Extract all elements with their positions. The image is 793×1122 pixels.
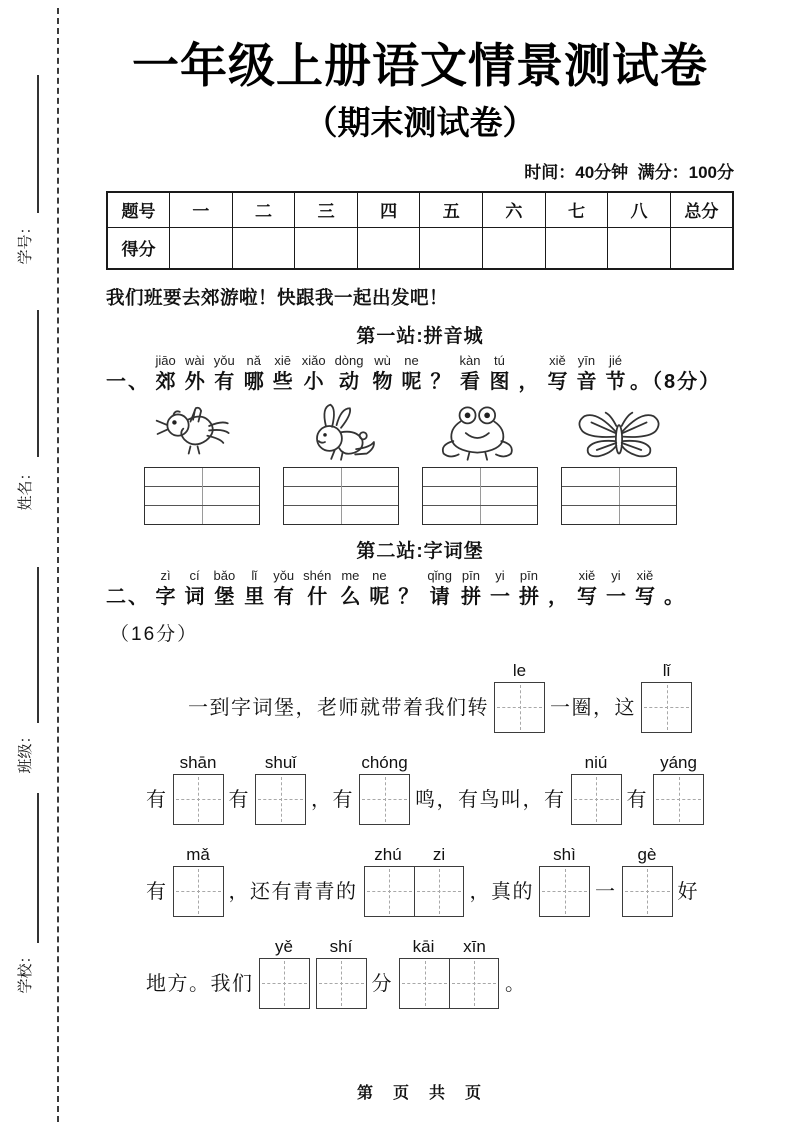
school-blank-line[interactable] <box>37 793 39 943</box>
character-cell[interactable] <box>365 867 414 916</box>
pinyin-hint-row <box>259 936 310 958</box>
hanzi-text: 看 <box>459 371 480 393</box>
ruby-token <box>273 353 293 395</box>
hanzi-text: 写 <box>634 586 655 608</box>
writing-box-group <box>539 844 590 917</box>
ruby-token <box>185 353 205 395</box>
character-cell[interactable] <box>449 959 498 1008</box>
writing-box-group <box>359 752 410 825</box>
pinyin-hint: shí <box>329 936 353 956</box>
score-table-question-col: 一 <box>170 192 233 227</box>
score-table-question-col: 八 <box>608 192 671 227</box>
writing-box-group <box>173 752 224 825</box>
ruby-token <box>519 568 539 610</box>
pinyin-text: kàn <box>459 353 481 368</box>
paragraph-text: 好 <box>677 879 699 903</box>
ruby-token <box>518 353 538 395</box>
paragraph-line <box>144 650 734 742</box>
writing-box-group <box>653 752 704 825</box>
paragraph-text: 有 <box>228 787 250 811</box>
ruby-token <box>635 568 655 610</box>
ruby-token <box>461 568 481 610</box>
pinyin-text: jiāo <box>155 353 176 368</box>
paragraph-text: 有 <box>146 879 168 903</box>
ruby-token <box>576 353 596 395</box>
hanzi-text: 请 <box>429 586 450 608</box>
question2-points: （16分） <box>110 624 199 645</box>
intro-text: 我们班要去郊游啦！快跟我一起出发吧！ <box>106 287 449 308</box>
pinyin-text: jié <box>608 353 622 368</box>
score-entry-cell[interactable] <box>170 227 233 269</box>
ruby-token <box>431 353 451 395</box>
class-blank-line[interactable] <box>37 567 39 723</box>
paragraph-line <box>144 926 734 1018</box>
score-table-question-col: 七 <box>545 192 608 227</box>
pinyin-hint: shì <box>553 844 576 864</box>
pinyin-text <box>407 568 411 584</box>
pinyin-text: dòng <box>334 353 364 368</box>
score-table-header-row <box>107 192 733 227</box>
pinyin-text: yi <box>495 568 505 583</box>
writing-box[interactable] <box>173 866 224 917</box>
hanzi-text: 哪 <box>243 371 264 393</box>
score-table <box>106 191 734 270</box>
ruby-token <box>664 568 684 610</box>
answer-column <box>561 401 677 525</box>
score-table-question-col: 四 <box>357 192 420 227</box>
writing-box[interactable] <box>641 682 692 733</box>
pinyin-hint: yáng <box>660 752 697 772</box>
ruby-token <box>303 568 331 610</box>
hanzi-text: ？ <box>430 371 451 393</box>
main-content <box>106 0 734 1018</box>
ruby-token <box>398 568 418 610</box>
hanzi-text: 什 <box>307 586 328 608</box>
score-row-label-cell: 得分 <box>107 227 170 269</box>
ruby-token <box>427 568 452 610</box>
character-cell[interactable] <box>623 867 672 916</box>
pinyin-text <box>672 568 676 584</box>
character-cell[interactable] <box>414 867 463 916</box>
hanzi-text: 图 <box>489 371 510 393</box>
hanzi-text: 拼 <box>460 586 481 608</box>
writing-box[interactable] <box>255 774 306 825</box>
pinyin-text: ne <box>372 568 387 583</box>
paragraph-text: 一到字词堡，老师就带着我们转 <box>188 695 489 719</box>
ruby-token <box>214 353 235 395</box>
ruby-token <box>606 568 626 610</box>
ruby-token <box>156 568 176 610</box>
paragraph-text: 有 <box>626 787 648 811</box>
ruby-token <box>548 568 568 610</box>
pinyin-hint-row <box>571 752 622 774</box>
question-points: 。（8分） <box>629 371 722 393</box>
paragraph-text: ，还有青青的 <box>228 879 358 903</box>
answer-column <box>283 401 399 525</box>
pinyin-hint-row <box>173 844 224 866</box>
score-entry-cell[interactable] <box>608 227 671 269</box>
grid-divider-line <box>480 468 481 524</box>
ruby-token <box>547 353 567 395</box>
ruby-token <box>185 568 205 610</box>
hanzi-text: 里 <box>244 586 265 608</box>
paragraph-text: 分 <box>371 971 393 995</box>
score-entry-cell[interactable] <box>483 227 546 269</box>
pinyin-text: xiǎo <box>301 353 326 368</box>
score-table-question-col: 三 <box>295 192 358 227</box>
writing-box[interactable] <box>571 774 622 825</box>
pinyin-text <box>527 353 531 369</box>
score-table-question-col: 二 <box>232 192 295 227</box>
hanzi-text: 郊 <box>155 371 176 393</box>
pinyin-hint-row <box>255 752 306 774</box>
pinyin-text: tú <box>494 353 505 368</box>
character-cell[interactable] <box>495 683 544 732</box>
pinyin-text: yīn <box>577 353 596 368</box>
pinyin-hint-row <box>539 844 590 866</box>
pinyin-text: wài <box>184 353 205 368</box>
ruby-token <box>244 353 264 395</box>
character-cell[interactable] <box>654 775 703 824</box>
character-cell[interactable] <box>572 775 621 824</box>
pinyin-hint: mǎ <box>186 844 210 864</box>
hanzi-text: 外 <box>184 371 205 393</box>
pinyin-text: bǎo <box>213 568 236 583</box>
pinyin-hint: zi <box>432 844 446 864</box>
hanzi-text: 么 <box>340 586 361 608</box>
ruby-token <box>244 568 264 610</box>
rabbit-icon <box>291 401 391 467</box>
character-cell[interactable] <box>256 775 305 824</box>
pinyin-text: pīn <box>461 568 480 583</box>
student-number-label: 学号： <box>17 219 34 265</box>
pinyin-text: wù <box>374 353 391 368</box>
fill-in-paragraph <box>144 650 734 1018</box>
paragraph-text: 鸣，有鸟叫，有 <box>415 787 566 811</box>
pinyin-hint: gè <box>637 844 657 864</box>
pinyin-text <box>556 568 560 584</box>
pinyin-writing-grid[interactable] <box>561 467 677 525</box>
student-number-blank-line[interactable] <box>37 75 39 213</box>
pinyin-hint-row <box>622 844 673 866</box>
question2-text <box>106 568 734 610</box>
hanzi-text: 音 <box>576 371 597 393</box>
pinyin-text: yi <box>611 568 621 583</box>
writing-box[interactable] <box>539 866 590 917</box>
writing-box-double[interactable] <box>399 958 499 1009</box>
writing-box-group <box>316 936 367 1009</box>
score-entry-cell[interactable] <box>232 227 295 269</box>
pinyin-writing-grid[interactable] <box>144 467 260 525</box>
character-cell[interactable] <box>540 867 589 916</box>
pinyin-text: lǐ <box>251 568 258 583</box>
page-title: 一年级上册语文情景测试卷 <box>132 39 708 92</box>
pinyin-text: me <box>341 568 360 583</box>
binding-dashed-line <box>57 8 59 1122</box>
character-cell[interactable] <box>400 959 449 1008</box>
question1-text <box>106 353 734 395</box>
pinyin-text: xiě <box>578 568 596 583</box>
writing-box-group <box>259 936 310 1009</box>
score-table-score-row <box>107 227 733 269</box>
pinyin-hint-row <box>398 936 500 958</box>
character-cell[interactable] <box>174 867 223 916</box>
pinyin-text: yǒu <box>213 353 235 368</box>
writing-box[interactable] <box>173 774 224 825</box>
hanzi-text: 动 <box>339 371 360 393</box>
student-name-blank-line[interactable] <box>37 310 39 457</box>
ruby-token <box>340 568 360 610</box>
score-entry-cell[interactable] <box>295 227 358 269</box>
pinyin-text: cí <box>189 568 200 583</box>
hanzi-text: 物 <box>372 371 393 393</box>
page-subtitle: （期末测试卷） <box>304 104 536 141</box>
pinyin-text: nǎ <box>246 353 261 368</box>
station2-heading: 第二站:字词堡 <box>356 541 484 562</box>
paragraph-text: 有 <box>146 787 168 811</box>
ruby-token <box>577 568 597 610</box>
pinyin-text: xiě <box>636 568 654 583</box>
ruby-token <box>605 353 625 395</box>
page-footer: 第 页 共 页 <box>356 1085 483 1102</box>
answer-column <box>422 401 538 525</box>
pinyin-hint: xīn <box>463 936 486 956</box>
class-label: 班级： <box>17 728 34 774</box>
ruby-token <box>460 353 481 395</box>
score-entry-cell[interactable] <box>545 227 608 269</box>
hanzi-text: 节 <box>605 371 626 393</box>
writing-box-group <box>641 660 692 733</box>
character-cell[interactable] <box>317 959 366 1008</box>
pinyin-text: xiě <box>549 353 566 368</box>
character-cell[interactable] <box>360 775 409 824</box>
pinyin-hint-row <box>173 752 224 774</box>
pinyin-hint: niú <box>584 752 608 772</box>
writing-box-group <box>571 752 622 825</box>
butterfly-icon <box>569 401 669 467</box>
writing-box-double[interactable] <box>364 866 464 917</box>
frog-icon <box>430 401 530 467</box>
hanzi-text: 一 <box>489 586 510 608</box>
question-number: 一、 <box>106 371 150 393</box>
paragraph-line <box>144 834 734 926</box>
paragraph-text: ，真的 <box>469 879 534 903</box>
pinyin-text: ne <box>404 353 419 368</box>
hanzi-text: 呢 <box>369 586 390 608</box>
hanzi-text: 写 <box>576 586 597 608</box>
pinyin-text: qǐng <box>427 568 452 583</box>
writing-box[interactable] <box>259 958 310 1009</box>
pinyin-hint-row <box>316 936 367 958</box>
question1-answer-area <box>144 401 678 525</box>
hanzi-text: 拼 <box>518 586 539 608</box>
pinyin-hint-row <box>359 752 410 774</box>
paragraph-text: 地方。我们 <box>146 971 254 995</box>
ruby-token <box>489 353 509 395</box>
writing-box[interactable] <box>653 774 704 825</box>
paragraph-text: 。 <box>505 971 527 995</box>
pinyin-hint-row <box>653 752 704 774</box>
ruby-token <box>490 568 510 610</box>
pinyin-writing-grid[interactable] <box>283 467 399 525</box>
ruby-token <box>302 353 326 395</box>
character-cell[interactable] <box>642 683 691 732</box>
hanzi-text: ， <box>547 586 568 608</box>
pinyin-text: yǒu <box>273 568 295 583</box>
pinyin-hint-row <box>494 660 545 682</box>
hanzi-text: 词 <box>184 586 205 608</box>
score-table-question-col: 六 <box>483 192 546 227</box>
binding-margin <box>0 0 70 1122</box>
hanzi-text: 些 <box>272 371 293 393</box>
ruby-token <box>373 353 393 395</box>
grid-divider-line <box>619 468 620 524</box>
score-table-question-col: 总分 <box>670 192 733 227</box>
pinyin-hint: chóng <box>361 752 408 772</box>
hanzi-text: 小 <box>303 371 324 393</box>
score-table-question-col: 五 <box>420 192 483 227</box>
writing-box[interactable] <box>622 866 673 917</box>
station1-heading: 第一站:拼音城 <box>356 326 484 347</box>
ruby-token <box>273 568 294 610</box>
bird-icon <box>152 401 252 467</box>
character-cell[interactable] <box>174 775 223 824</box>
hanzi-text: 呢 <box>401 371 422 393</box>
paragraph-text: 一 <box>595 879 617 903</box>
hanzi-text: 堡 <box>214 586 235 608</box>
hanzi-text: 写 <box>547 371 568 393</box>
school-label: 学校： <box>17 948 34 994</box>
hanzi-text: ？ <box>398 586 419 608</box>
writing-box[interactable] <box>359 774 410 825</box>
writing-box-group <box>398 936 500 1009</box>
pinyin-text: zì <box>160 568 171 583</box>
writing-box-group <box>363 844 465 917</box>
pinyin-hint-row <box>363 844 465 866</box>
answer-column <box>144 401 260 525</box>
paragraph-text: ，有 <box>311 787 354 811</box>
hanzi-text: 。 <box>663 586 684 608</box>
hanzi-text: 有 <box>273 586 294 608</box>
student-name-label: 姓名： <box>17 465 34 511</box>
grid-divider-line <box>202 468 203 524</box>
ruby-token <box>402 353 422 395</box>
hanzi-text: ， <box>518 371 539 393</box>
paragraph-line <box>144 742 734 834</box>
paragraph-text: 一圈，这 <box>550 695 636 719</box>
pinyin-hint: lǐ <box>662 660 671 680</box>
ruby-token <box>369 568 389 610</box>
pinyin-text: xiē <box>274 353 292 368</box>
hanzi-text: 有 <box>214 371 235 393</box>
score-entry-cell[interactable] <box>420 227 483 269</box>
pinyin-hint-row <box>641 660 692 682</box>
time-score-info: 时间：40分钟 满分：100分 <box>524 163 734 182</box>
pinyin-text: shén <box>303 568 332 583</box>
pinyin-hint: yě <box>275 936 293 956</box>
pinyin-writing-grid[interactable] <box>422 467 538 525</box>
pinyin-hint: kāi <box>412 936 435 956</box>
writing-box[interactable] <box>494 682 545 733</box>
pinyin-hint: le <box>512 660 527 680</box>
writing-box[interactable] <box>316 958 367 1009</box>
question-number: 二、 <box>106 586 150 608</box>
writing-box-group <box>622 844 673 917</box>
writing-box-group <box>255 752 306 825</box>
score-table-label-cell: 题号 <box>107 192 170 227</box>
ruby-token <box>156 353 176 395</box>
hanzi-text: 一 <box>605 586 626 608</box>
writing-box-group <box>173 844 224 917</box>
pinyin-hint: zhú <box>374 844 402 864</box>
ruby-token <box>335 353 364 395</box>
pinyin-text: pīn <box>519 568 538 583</box>
character-cell[interactable] <box>260 959 309 1008</box>
pinyin-hint: shān <box>179 752 217 772</box>
pinyin-text <box>439 353 443 369</box>
score-entry-cell[interactable] <box>357 227 420 269</box>
hanzi-text: 字 <box>155 586 176 608</box>
pinyin-hint: shuǐ <box>264 752 297 772</box>
writing-box-group <box>494 660 545 733</box>
ruby-token <box>214 568 236 610</box>
score-entry-cell[interactable] <box>670 227 733 269</box>
grid-divider-line <box>341 468 342 524</box>
